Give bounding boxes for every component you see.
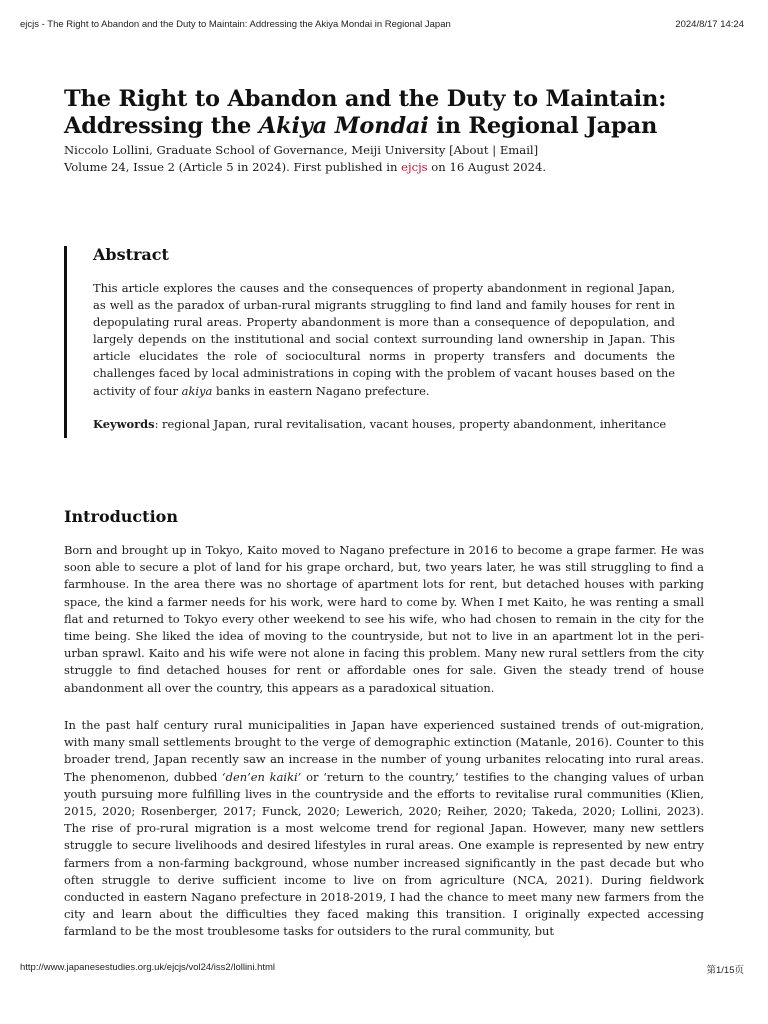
keywords [93, 416, 675, 433]
keywords-label: Keywords [93, 416, 155, 431]
author-line [64, 142, 724, 159]
author-text: Niccolo Lollini, Graduate School of Governance, Meiji University [ [64, 143, 454, 157]
publication-date: on 16 August 2024. [427, 160, 547, 174]
abstract-heading: Abstract [93, 245, 169, 264]
about-link[interactable]: About [453, 143, 489, 157]
abstract-text-italic: akiya [181, 383, 213, 398]
introduction-paragraph-2 [64, 717, 704, 941]
abstract-text-main: This article explores the causes and the consequences of property abandonment in regional Japan, as well as the paradox of urban-rural migrants struggling to find land and family houses for rent in depopulating rural areas. Property abandonment is more than a consequence of depopulation, and largely depends on the institutional and social context surrounding land ownership in Japan. This article elucidates the role of sociocultural norms in property transfers and documents the challenges faced by local administrations in coping with the problem of vacant houses based on the activity of four [93, 281, 675, 398]
abstract-text-end: banks in eastern Nagano prefecture. [212, 383, 430, 398]
title-line-2-post: in Regional Japan [428, 113, 658, 139]
byline [64, 142, 724, 176]
abstract-box [64, 246, 675, 438]
keywords-list: : regional Japan, rural revitalisation, vacant houses, property abandonment, inheritance [154, 416, 667, 431]
link-separator: | [488, 143, 500, 157]
title-line-2-pre: Addressing the [64, 113, 259, 139]
publication-text: Volume 24, Issue 2 (Article 5 in 2024). First published in [64, 160, 402, 174]
print-header [20, 19, 744, 30]
title-line-2 [64, 113, 714, 140]
print-header-title: ejcjs - The Right to Abandon and the Duty to Maintain: Addressing the Akiya Mondai in Regional Japan [20, 19, 451, 30]
email-link[interactable]: Email [499, 143, 534, 157]
page-number: 第1/15页 [706, 965, 744, 976]
paragraph-2-start: In the past half century rural municipalities in Japan have experienced sustained trends of out-migration, with many small settlements brought to the verge of demographic extinction (Matanle, 2016). Counter to this broader trend, Japan recently saw an increase in the number of young urbanites relocating into rural areas. The phenomenon, dubbed [64, 718, 704, 784]
title-line-1: The Right to Abandon and the Duty to Maintain: [64, 86, 667, 112]
introduction-heading: Introduction [64, 507, 178, 526]
article-title [64, 86, 714, 140]
print-header-timestamp: 2024/8/17 14:24 [675, 19, 744, 30]
print-footer [20, 962, 744, 976]
introduction-paragraph-1: Born and brought up in Tokyo, Kaito moved to Nagano prefecture in 2016 to become a grape farmer. He was soon able to secure a plot of land for his grape orchard, but, two years later, he was still struggling to find a farmhouse. In the area there was no shortage of apartment lots for rent, but detached houses with parking space, the kind a farmer needs for his work, were hard to come by. When I met Kaito, he was renting a small flat and returned to Tokyo every other weekend to see his wife, who had chosen to remain in the city for the time being. She liked the idea of moving to the countryside, but not to live in an apartment lot in the peri-urban sprawl. Kaito and his wife were not alone in facing this problem. Many new rural settlers from the city struggle to find detached houses for rent or affordable ones for sale. Given the steady trend of house abandonment all over the country, this appears as a paradoxical situation. [64, 543, 704, 695]
title-line-2-italic: Akiya Mondai [258, 113, 429, 139]
author-close-bracket: ] [533, 143, 539, 157]
paragraph-2-italic: ‘den’en kaiki’ [222, 769, 302, 784]
abstract-text [93, 280, 675, 400]
journal-link[interactable]: ejcjs [401, 160, 428, 174]
page-url: http://www.japanesestudies.org.uk/ejcjs/vol24/iss2/lollini.html [20, 962, 276, 973]
paragraph-2-rest: or ‘return to the country,’ testifies to the changing values of urban youth pursuing more fulfilling lives in the countryside and the efforts to revitalise rural communities (Klien, 2015, 2020; Rosenberger, 2017; Funck, 2020; Lewerich, 2020; Reiher, 2020; Takeda, 2020; Lollini, 2023). The rise of pro-rural migration is a most welcome trend for regional Japan. However, many new settlers struggle to secure livelihoods and desired lifestyles in rural areas. One example is represented by new entry farmers from a non-farming background, whose number increased significantly in the past decade but who often struggle to derive sufficient income to live on from agriculture (NCA, 2021). During fieldwork conducted in eastern Nagano prefecture in 2018-2019, I had the chance to meet many new farmers from the city and learn about the difficulties they faced making this transition. I originally expected accessing farmland to be the most troublesome tasks for outsiders to the rural community, but [64, 769, 704, 939]
publication-line [64, 159, 724, 176]
